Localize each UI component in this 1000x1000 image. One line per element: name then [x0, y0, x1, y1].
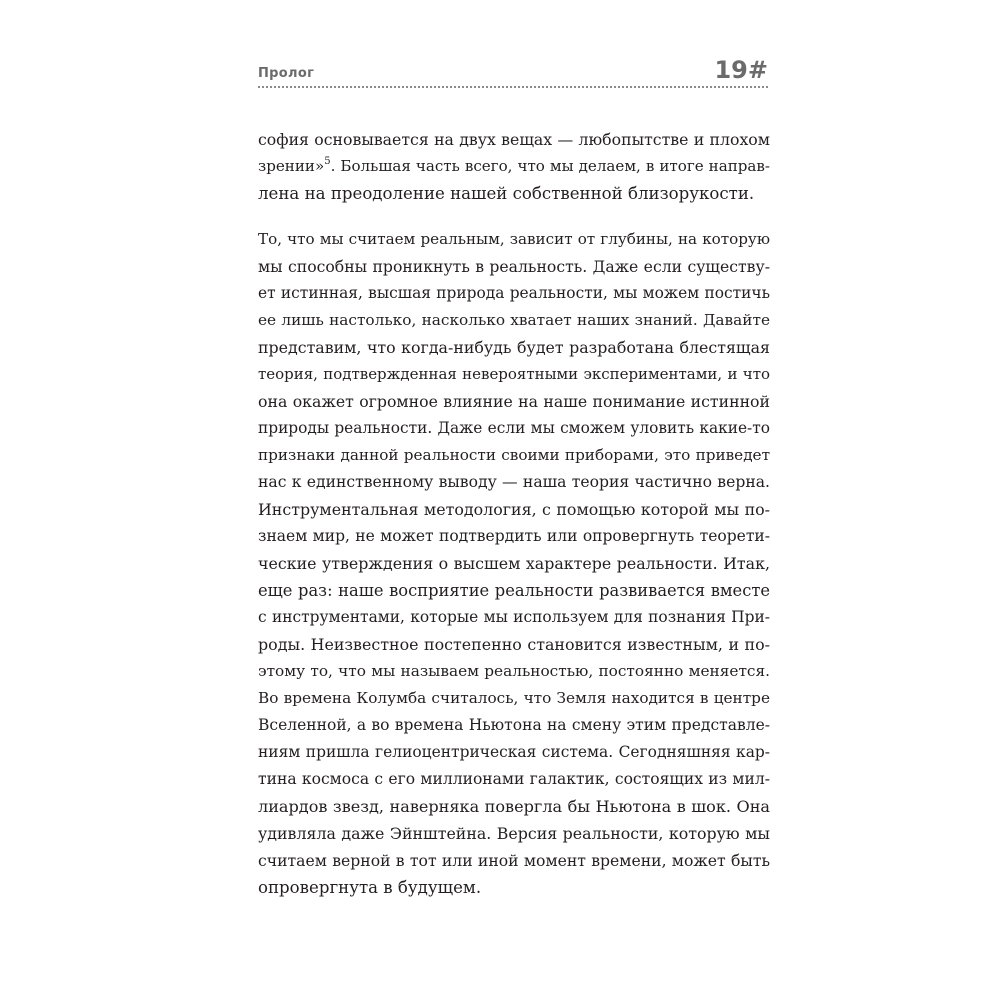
text-line: считаем верной в тот или иной момент времени, может быть: [258, 851, 770, 870]
text-line: опровергнута в будущем.: [258, 878, 482, 897]
text-line: представим, что когда-нибудь будет разработана блестящая: [258, 338, 770, 357]
text-line: ниям пришла гелиоцентрическая система. Сегодняшняя кар-: [258, 743, 770, 761]
text-line: мы способны проникнуть в реальность. Даже если существу-: [258, 257, 770, 276]
running-head: Пролог: [258, 66, 315, 81]
text-line: [258, 153, 770, 180]
text-line: ее лишь настолько, насколько хватает наших знаний. Давайте: [258, 311, 770, 329]
text-line: софия основывается на двух вещах — любопытстве и плохом: [258, 130, 770, 149]
paragraph: [258, 126, 770, 207]
text-line: нас к единственному выводу — наша теория частично верна.: [258, 473, 770, 491]
page-number: 19#: [714, 56, 768, 84]
text-line: этому то, что мы называем реальностью, постоянно меняется.: [258, 662, 770, 680]
text-line: знаем мир, не может подтвердить или опровергнуть теорети-: [258, 527, 770, 545]
text-line: лена на преодоление нашей собственной близорукости.: [258, 184, 755, 203]
page-header: [258, 58, 768, 90]
text-line: признаки данной реальности своими приборами, это приведет: [258, 446, 770, 464]
text-line: с инструментами, которые мы используем для познания При-: [258, 608, 770, 626]
text-line: удивляла даже Эйнштейна. Версия реальности, которую мы: [258, 824, 770, 843]
paragraph-gap: [258, 207, 770, 226]
line-text: зрении»: [258, 157, 325, 175]
line-text: . Большая часть всего, что мы делаем, в итоге направ-: [330, 157, 770, 175]
text-line: Во времена Колумба считалось, что Земля находится в центре: [258, 689, 770, 707]
text-line: Вселенной, а во времена Ньютона на смену этим представле-: [258, 716, 770, 734]
text-line: ческие утверждения о высшем характере реальности. Итак,: [258, 554, 770, 573]
text-line: То, что мы считаем реальным, зависит от глубины, на которую: [258, 230, 770, 248]
text-line: лиардов звезд, наверняка повергла бы Ньютона в шок. Она: [258, 797, 770, 816]
text-line: теория, подтвержденная невероятными экспериментами, и что: [258, 365, 770, 383]
header-divider: [258, 86, 768, 88]
text-line: еще раз: наше восприятие реальности развивается вместе: [258, 581, 770, 600]
text-line: Инструментальная методология, с помощью которой мы по-: [258, 500, 770, 519]
text-line: ет истинная, высшая природа реальности, мы можем постичь: [258, 284, 770, 302]
text-line: она окажет огромное влияние на наше понимание истинной: [258, 392, 770, 411]
body-text: [258, 126, 770, 901]
paragraph: [258, 226, 770, 901]
text-line: тина космоса с его миллионами галактик, состоящих из мил-: [258, 770, 770, 788]
footnote-ref[interactable]: 5: [324, 156, 331, 167]
text-line: роды. Неизвестное постепенно становится известным, и по-: [258, 635, 770, 654]
text-line: природы реальности. Даже если мы сможем уловить какие-то: [258, 419, 770, 437]
